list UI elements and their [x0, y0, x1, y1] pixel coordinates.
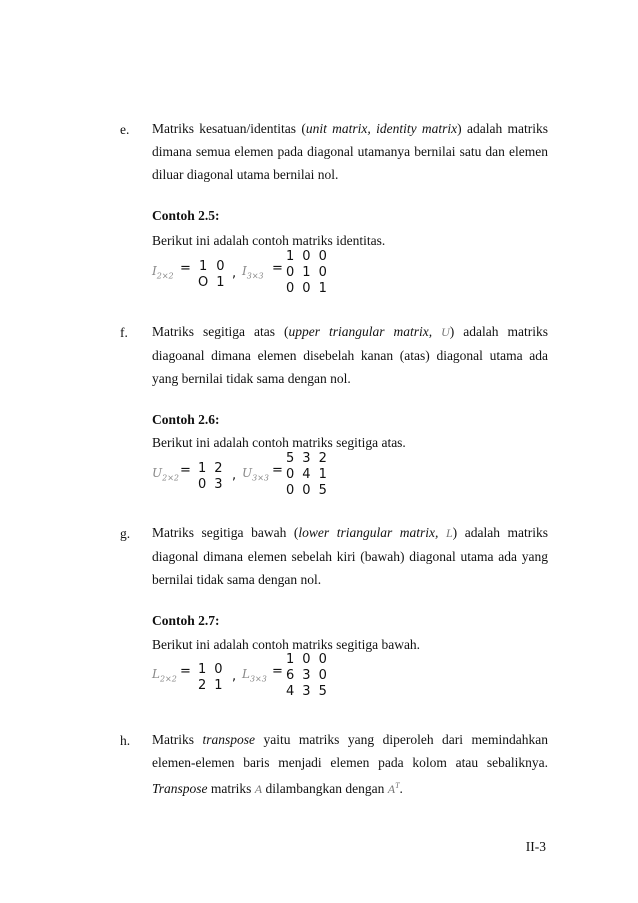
matrix-cell: 3: [214, 477, 223, 492]
equals-sign: =: [180, 463, 191, 478]
example-title: Contoh 2.6:: [152, 412, 220, 427]
matrix-cell: O: [198, 275, 209, 290]
italic-term: lower triangular matrix,: [298, 525, 446, 540]
item-letter: f.: [120, 325, 128, 340]
matrix-lhs-2x2: $I_{2\times 2}$: [152, 264, 174, 281]
item-paragraph: [152, 320, 548, 390]
italic-term: upper triangular matrix,: [288, 324, 442, 339]
matrix-equation: [152, 249, 452, 302]
matrix-cell: 1: [302, 265, 311, 280]
matrix-cell: 1: [214, 678, 223, 693]
matrix-lhs-3x3: $U_{3\times 3}$: [242, 466, 270, 483]
matrix-cell: 0: [318, 265, 327, 280]
italic-term: unit matrix, identity matrix: [305, 121, 458, 136]
equals-sign: =: [272, 664, 283, 679]
matrix-cell: 0: [198, 477, 207, 492]
matrix-3x3: [286, 652, 327, 700]
equals-sign: =: [272, 261, 283, 276]
matrix-cell: 0: [286, 467, 295, 482]
matrix-3x3: [286, 249, 327, 297]
matrix-cell: 4: [286, 684, 295, 699]
text-run: Matriks segitiga bawah (: [152, 525, 299, 540]
matrix-cell: 1: [286, 652, 295, 667]
matrix-cell: 4: [302, 467, 311, 482]
math-variable: U: [441, 325, 450, 339]
text-run: matriks: [207, 781, 255, 796]
text-run: Matriks segitiga atas (: [152, 324, 289, 339]
matrix-cell: 3: [302, 668, 311, 683]
item-letter: h.: [120, 733, 131, 748]
matrix-2x2: [198, 259, 225, 291]
matrix-cell: 0: [302, 652, 311, 667]
text-run: ) adalah matriks dimana semua elemen pada diagonal utamanya bernilai satu dan elemen diluar diagonal utama bernilai nol.: [152, 121, 549, 182]
text-run: dilambangkan dengan: [262, 781, 388, 796]
item-paragraph: [152, 728, 548, 801]
matrix-cell: 2: [318, 451, 327, 466]
matrix-cell: 3: [302, 451, 311, 466]
matrix-cell: 1: [198, 461, 207, 476]
example-title: Contoh 2.5:: [152, 208, 220, 223]
matrix-cell: 6: [286, 668, 295, 683]
text-run: Matriks: [152, 732, 203, 747]
text-run: .: [399, 781, 403, 796]
matrix-lhs-3x3: $L_{3\times 3}$: [242, 667, 267, 684]
italic-term: Transpose: [152, 781, 208, 796]
item-paragraph: [152, 521, 548, 591]
matrix-cell: 0: [318, 652, 327, 667]
matrix-cell: 1: [216, 275, 225, 290]
item-letter: e.: [120, 122, 130, 137]
matrix-cell: 1: [198, 259, 208, 274]
page-number: II-3: [525, 839, 546, 854]
matrix-cell: 0: [302, 483, 311, 498]
matrix-cell: 1: [286, 249, 295, 264]
matrix-cell: 0: [286, 265, 295, 280]
matrix-cell: 5: [318, 684, 327, 699]
matrix-cell: 0: [214, 662, 223, 677]
equals-sign: =: [180, 664, 191, 679]
separator: ,: [232, 266, 237, 281]
separator: ,: [232, 669, 237, 684]
separator: ,: [232, 468, 237, 483]
matrix-cell: 3: [302, 684, 311, 699]
example-description: Berikut ini adalah contoh matriks identitas.: [152, 233, 386, 248]
matrix-cell: 1: [318, 281, 327, 296]
text-run: yaitu matriks yang diperoleh dari memindahkan elemen-elemen baris menjadi elemen pada kolom atau sebaliknya.: [152, 732, 548, 770]
text-run: ) adalah matriks diagonal dimana elemen sebelah kiri (bawah) diagonal utama ada yang bernilai tidak sama dengan nol.: [152, 525, 549, 587]
matrix-cell: 1: [198, 662, 207, 677]
example-description: Berikut ini adalah contoh matriks segitiga bawah.: [152, 637, 421, 652]
matrix-cell: 0: [318, 249, 327, 264]
equals-sign: =: [180, 261, 191, 276]
item-paragraph: [152, 117, 548, 186]
matrix-equation: [152, 451, 452, 504]
matrix-cell: 2: [198, 678, 207, 693]
matrix-2x2: [198, 461, 223, 493]
math-variable: A: [254, 782, 263, 796]
matrix-cell: 0: [286, 483, 295, 498]
text-run: ) adalah matriks diagoanal dimana elemen disebelah kanan (atas) diagonal utama ada yang bernilai tidak sama dengan nol.: [152, 324, 548, 386]
example-title: Contoh 2.7:: [152, 613, 220, 628]
equals-sign: =: [272, 463, 283, 478]
item-letter: g.: [120, 526, 131, 541]
matrix-cell: 0: [216, 259, 225, 274]
matrix-cell: 0: [318, 668, 327, 683]
math-variable: $A^T$: [387, 781, 400, 796]
matrix-cell: 0: [302, 281, 311, 296]
matrix-cell: 2: [214, 461, 223, 476]
matrix-cell: 0: [286, 281, 295, 296]
italic-term: transpose: [202, 732, 255, 747]
matrix-cell: 0: [302, 249, 311, 264]
matrix-lhs-2x2: $U_{2\times 2}$: [152, 466, 180, 483]
matrix-equation: [152, 652, 452, 705]
matrix-cell: 5: [318, 483, 327, 498]
matrix-lhs-2x2: $L_{2\times 2}$: [152, 667, 177, 684]
math-variable: L: [445, 526, 453, 540]
example-description: Berikut ini adalah contoh matriks segitiga atas.: [152, 435, 406, 450]
matrix-lhs-3x3: $I_{3\times 3}$: [242, 264, 264, 281]
matrix-2x2: [198, 662, 223, 694]
matrix-cell: 1: [318, 467, 327, 482]
matrix-3x3: [286, 451, 327, 499]
matrix-cell: 5: [286, 451, 295, 466]
text-run: Matriks kesatuan/identitas (: [152, 121, 306, 136]
